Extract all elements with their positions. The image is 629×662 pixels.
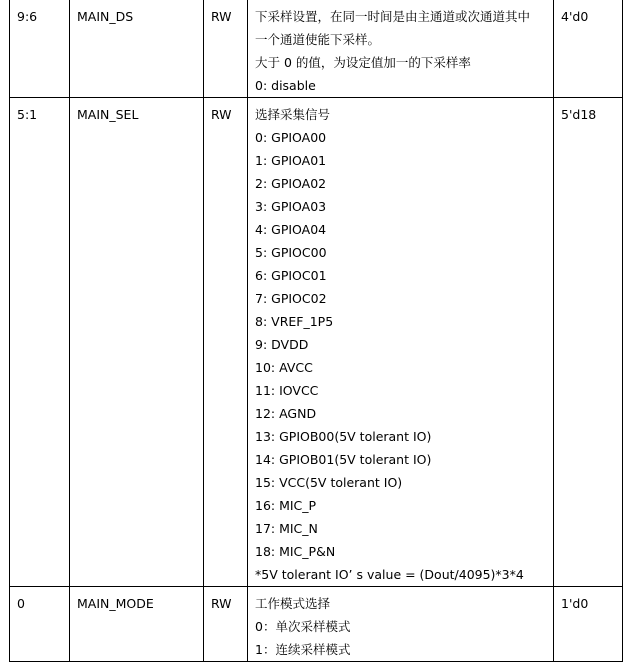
description-line: 0：单次采样模式 <box>255 619 351 634</box>
description-line: 1：连续采样模式 <box>255 642 351 657</box>
table-row-main-sel <box>10 98 623 587</box>
description-line: 选择采集信号 <box>255 107 331 122</box>
table-row-main-ds <box>10 0 623 98</box>
description-cell <box>248 0 554 98</box>
description-note: *5V tolerant IO’ s value = (Dout/4095)*3*4 <box>255 567 524 582</box>
description-line: 大于 0 的值，为设定值加一的下采样率 <box>255 55 471 70</box>
bit-range-cell: 5:1 <box>10 98 70 587</box>
description-line: 16: MIC_P <box>255 498 317 513</box>
description-line: 下采样设置，在同一时间是由主通道或次通道其中 <box>255 9 531 24</box>
table-row-main-mode <box>10 587 623 662</box>
description-line: 6: GPIOC01 <box>255 268 327 283</box>
description-line: 0: GPIOA00 <box>255 130 327 145</box>
field-name-cell: MAIN_DS <box>70 0 204 98</box>
description-line: 15: VCC(5V tolerant IO) <box>255 475 403 490</box>
description-line: 1: GPIOA01 <box>255 153 327 168</box>
field-name-cell: MAIN_MODE <box>70 587 204 662</box>
reset-value-cell: 1'd0 <box>554 587 623 662</box>
description-line: 9: DVDD <box>255 337 309 352</box>
description-line: 4: GPIOA04 <box>255 222 327 237</box>
description-cell <box>248 587 554 662</box>
reset-value-cell: 4'd0 <box>554 0 623 98</box>
description-line: 一个通道使能下采样。 <box>255 32 381 47</box>
access-cell: RW <box>204 587 248 662</box>
description-line: 12: AGND <box>255 406 317 421</box>
access-cell: RW <box>204 0 248 98</box>
description-line: 2: GPIOA02 <box>255 176 327 191</box>
description-line: 8: VREF_1P5 <box>255 314 334 329</box>
description-line: 3: GPIOA03 <box>255 199 327 214</box>
description-line: 5: GPIOC00 <box>255 245 327 260</box>
description-line: 11: IOVCC <box>255 383 319 398</box>
access-cell: RW <box>204 98 248 587</box>
description-line: 13: GPIOB00(5V tolerant IO) <box>255 429 432 444</box>
description-line: 工作模式选择 <box>255 596 331 611</box>
field-name-cell: MAIN_SEL <box>70 98 204 587</box>
description-line: 17: MIC_N <box>255 521 318 536</box>
description-line: 14: GPIOB01(5V tolerant IO) <box>255 452 432 467</box>
description-line: 7: GPIOC02 <box>255 291 327 306</box>
description-line: 0: disable <box>255 78 316 93</box>
bit-range-cell: 0 <box>10 587 70 662</box>
reset-value-cell: 5'd18 <box>554 98 623 587</box>
description-line: 10: AVCC <box>255 360 313 375</box>
register-field-table <box>9 0 623 662</box>
description-cell <box>248 98 554 587</box>
description-line: 18: MIC_P&N <box>255 544 336 559</box>
bit-range-cell: 9:6 <box>10 0 70 98</box>
